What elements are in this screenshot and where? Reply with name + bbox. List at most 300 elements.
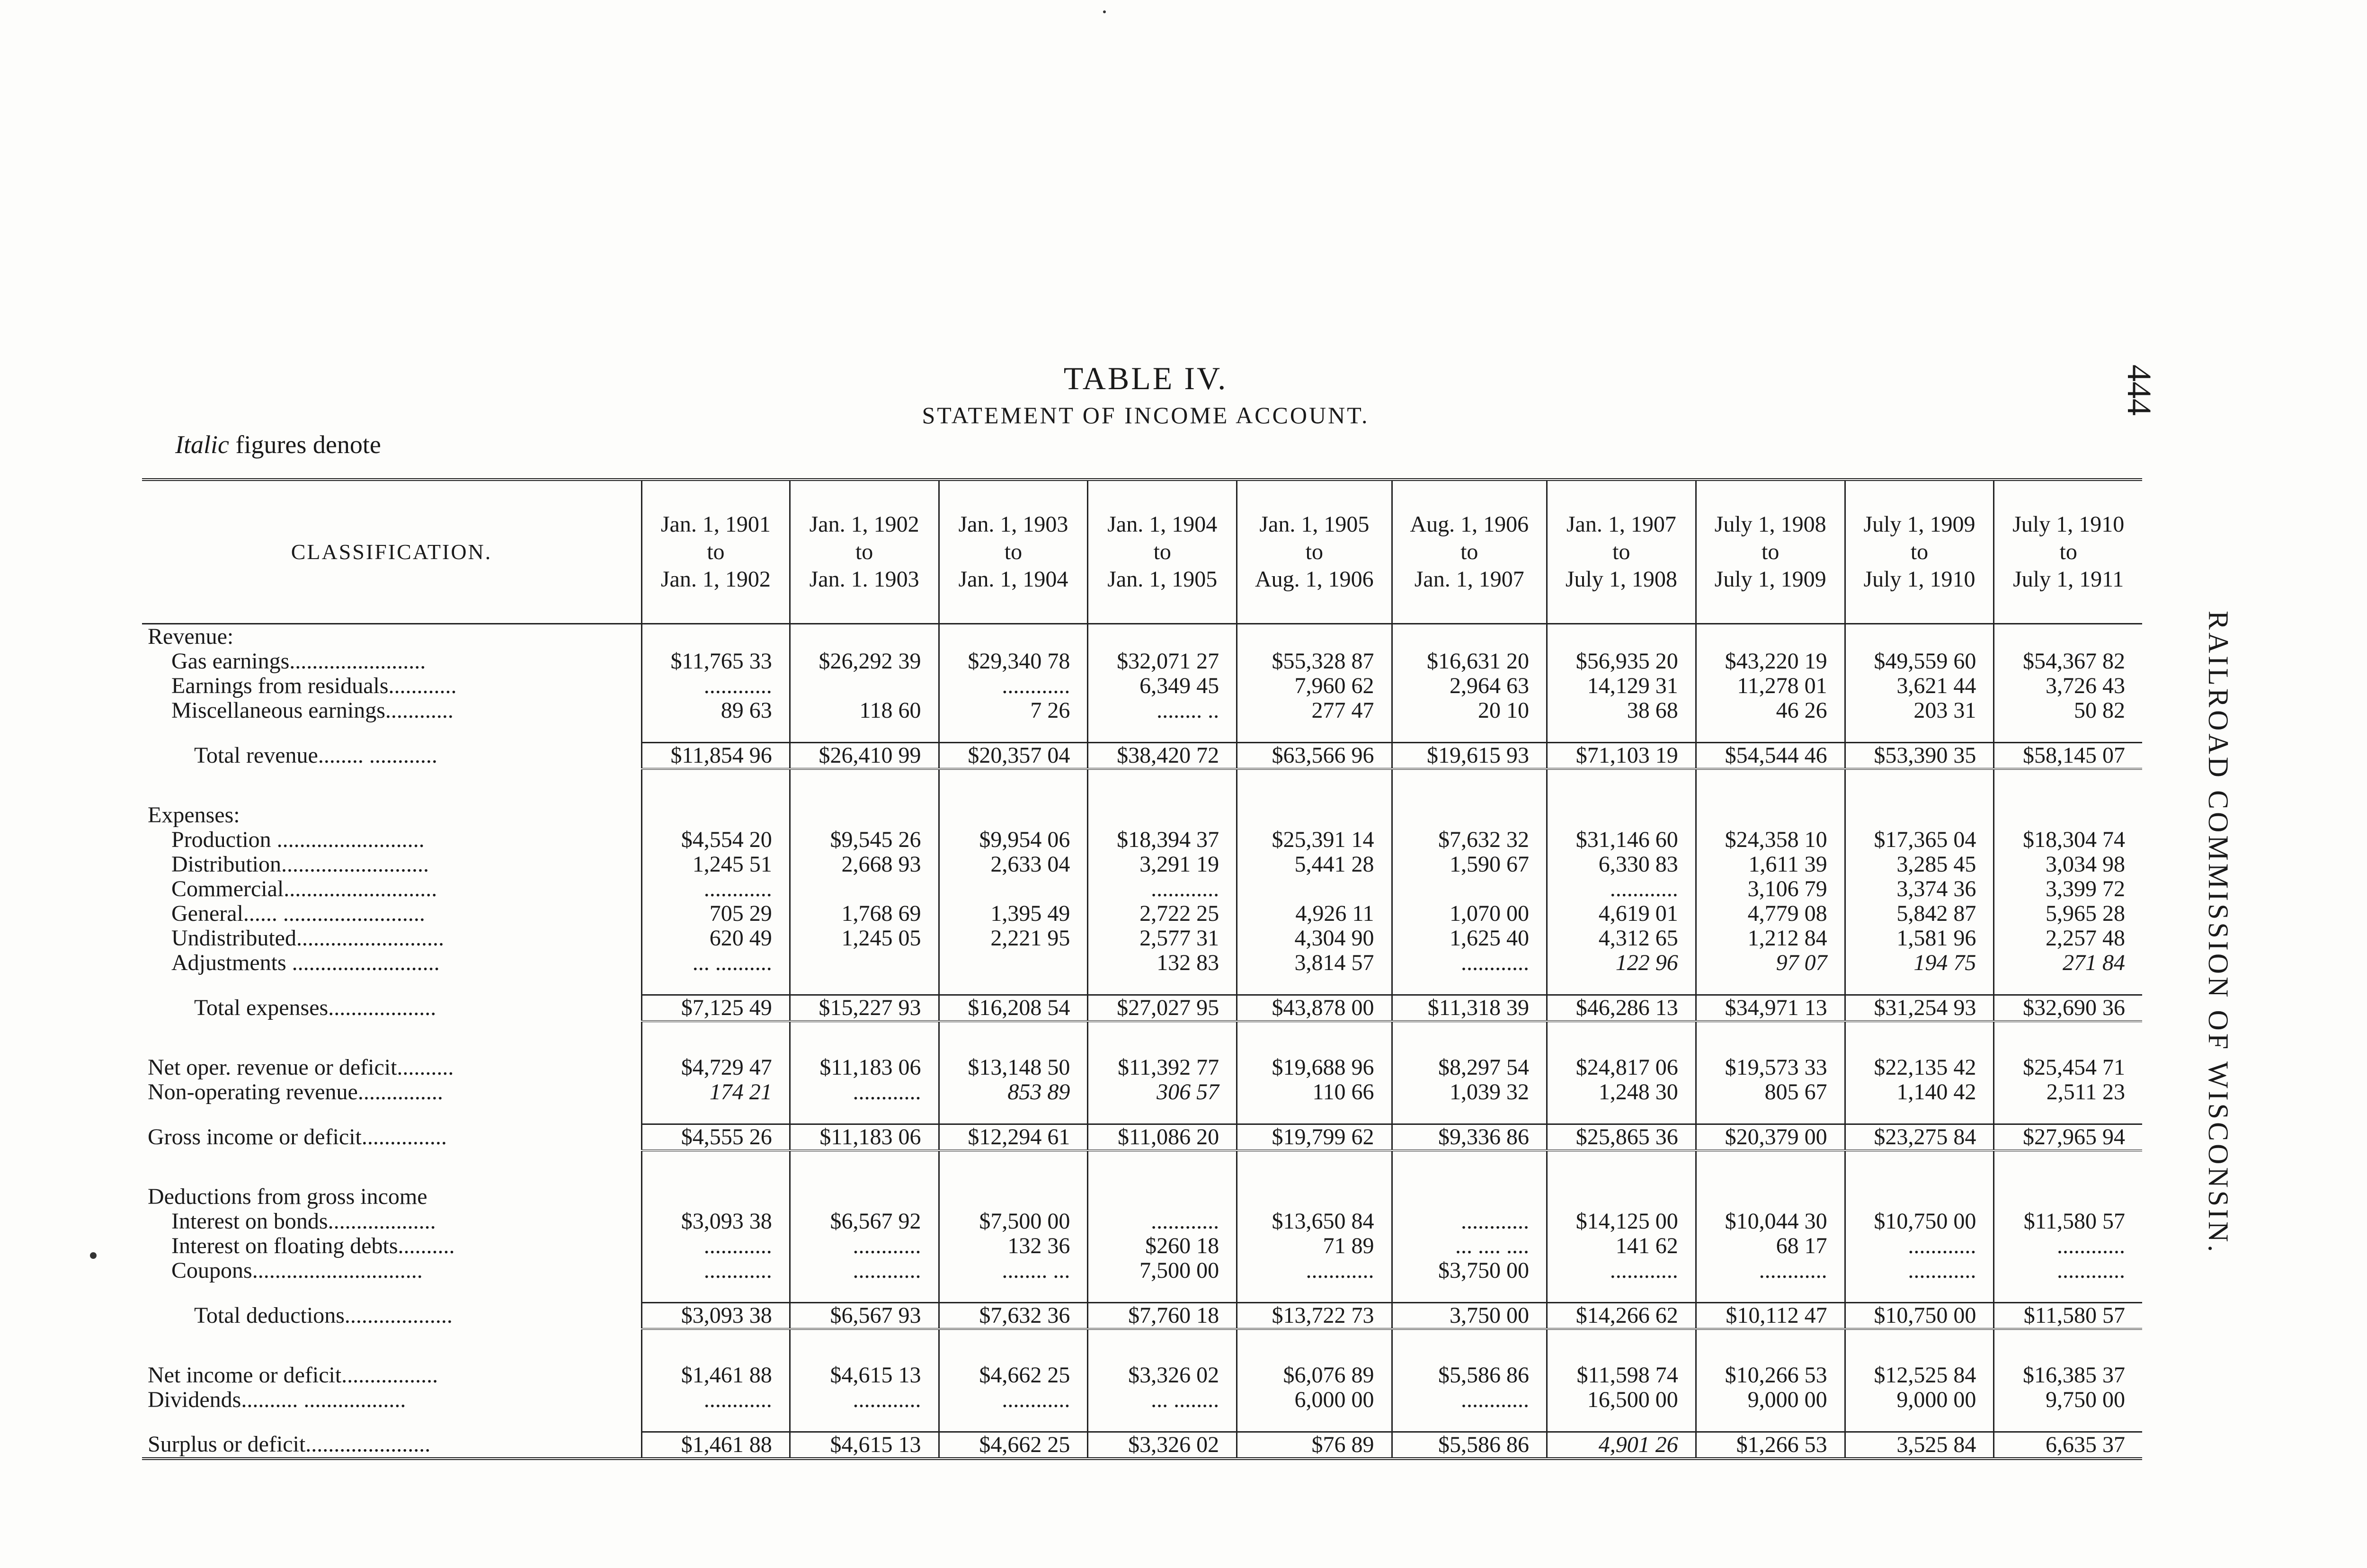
spacer-cell: [1088, 1329, 1237, 1363]
value-cell: 6,000 00: [1237, 1388, 1392, 1412]
value-cell: [939, 877, 1088, 901]
spacer-cell: [1392, 1283, 1547, 1303]
spacer-cell: [1088, 1150, 1237, 1185]
running-head: RAILROAD COMMISSION OF WISCONSIN.: [2203, 611, 2234, 1255]
value-cell: $3,750 00: [1392, 1258, 1547, 1283]
row-label: Interest on floating debts..........: [171, 1234, 455, 1258]
income-statement-table: [142, 478, 2142, 1460]
value-cell: $24,817 06: [1547, 1055, 1696, 1080]
value-cell: $9,545 26: [790, 828, 939, 852]
spacer-cell: [1994, 1412, 2142, 1432]
value-cell: 1,039 32: [1392, 1080, 1547, 1105]
value-cell: $4,554 20: [642, 828, 790, 852]
value-cell: $18,394 37: [1088, 828, 1237, 852]
total-row: [142, 1124, 2142, 1151]
spacer-cell: [939, 975, 1088, 995]
value-cell: 122 96: [1547, 951, 1696, 975]
column-header-to: Aug. 1, 1906: [1255, 567, 1374, 592]
value-cell: 5,842 87: [1845, 901, 1994, 926]
value-cell: $1,461 88: [642, 1432, 790, 1459]
value-cell: $7,632 32: [1392, 828, 1547, 852]
value-cell: $19,615 93: [1392, 743, 1547, 769]
value-cell: 2,668 93: [790, 852, 939, 877]
value-cell: 2,257 48: [1994, 926, 2142, 951]
column-header-to: Jan. 1, 1905: [1107, 567, 1218, 592]
spacer-cell: [1845, 1412, 1994, 1432]
table-title: TABLE IV.: [1063, 360, 1228, 396]
spacer-cell: [1392, 1021, 1547, 1055]
value-cell: $13,148 50: [939, 1055, 1088, 1080]
value-cell: 7,500 00: [1088, 1258, 1237, 1283]
spacer-cell: [1845, 1329, 1994, 1363]
section-heading-row: [142, 624, 2142, 650]
spacer-cell: [1237, 723, 1392, 743]
value-cell: [1547, 1185, 1696, 1209]
table-subtitle: STATEMENT OF INCOME ACCOUNT.: [922, 402, 1370, 428]
column-header-to-word: to: [855, 539, 873, 564]
row-spacer: [142, 1329, 2142, 1363]
total-row: [142, 1303, 2142, 1329]
section-heading: Revenue:: [148, 624, 234, 649]
value-cell: [642, 803, 790, 828]
value-cell: [1392, 877, 1547, 901]
value-cell: 68 17: [1696, 1234, 1845, 1258]
value-cell: 4,312 65: [1547, 926, 1696, 951]
value-cell: 9,000 00: [1696, 1388, 1845, 1412]
spacer-cell: [1696, 1105, 1845, 1124]
table-row: [142, 828, 2142, 852]
value-cell: $25,454 71: [1994, 1055, 2142, 1080]
table-row: [142, 674, 2142, 698]
spacer-cell: [1547, 1283, 1696, 1303]
spacer-cell: [1845, 1105, 1994, 1124]
column-header-period: [642, 480, 790, 624]
value-cell: $4,615 13: [790, 1363, 939, 1388]
value-cell: $16,385 37: [1994, 1363, 2142, 1388]
row-label: Total expenses...................: [194, 995, 436, 1021]
table-row: [142, 926, 2142, 951]
value-cell: [790, 951, 939, 975]
value-cell: ............: [1088, 1209, 1237, 1234]
value-cell: $19,573 33: [1696, 1055, 1845, 1080]
value-cell: $11,318 39: [1392, 995, 1547, 1022]
value-cell: $22,135 42: [1845, 1055, 1994, 1080]
table-row: [142, 901, 2142, 926]
spacer-cell: [1547, 769, 1696, 803]
value-cell: ............: [790, 1258, 939, 1283]
value-cell: 89 63: [642, 698, 790, 723]
spacer-cell: [1845, 1283, 1994, 1303]
value-cell: 1,625 40: [1392, 926, 1547, 951]
spacer-cell: [790, 1105, 939, 1124]
value-cell: 71 89: [1237, 1234, 1392, 1258]
section-heading-row: [142, 1185, 2142, 1209]
value-cell: [790, 877, 939, 901]
value-cell: 4,619 01: [1547, 901, 1696, 926]
total-row: [142, 995, 2142, 1022]
column-header-to: July 1, 1908: [1565, 567, 1677, 592]
value-cell: [939, 951, 1088, 975]
value-cell: ............: [1392, 1209, 1547, 1234]
column-header-to-word: to: [2059, 539, 2077, 564]
value-cell: $4,729 47: [642, 1055, 790, 1080]
value-cell: 50 82: [1994, 698, 2142, 723]
value-cell: $43,878 00: [1237, 995, 1392, 1022]
spacer-cell: [642, 723, 790, 743]
column-header-to-word: to: [707, 539, 725, 564]
value-cell: $19,799 62: [1237, 1124, 1392, 1151]
spacer-cell: [790, 1412, 939, 1432]
row-label: Total deductions...................: [194, 1303, 453, 1328]
value-cell: 3,814 57: [1237, 951, 1392, 975]
value-cell: 20 10: [1392, 698, 1547, 723]
value-cell: $25,865 36: [1547, 1124, 1696, 1151]
value-cell: ............: [790, 1080, 939, 1105]
value-cell: $11,183 06: [790, 1124, 939, 1151]
value-cell: 805 67: [1696, 1080, 1845, 1105]
spacer-cell: [1696, 723, 1845, 743]
spacer-cell: [1547, 1021, 1696, 1055]
value-cell: [1994, 803, 2142, 828]
value-cell: [1392, 624, 1547, 650]
value-cell: ............: [1392, 1388, 1547, 1412]
value-cell: 132 83: [1088, 951, 1237, 975]
value-cell: [1845, 624, 1994, 650]
value-cell: $12,294 61: [939, 1124, 1088, 1151]
column-header-from: Jan. 1, 1901: [660, 512, 771, 537]
value-cell: [1392, 1185, 1547, 1209]
spacer-cell: [1237, 1412, 1392, 1432]
value-cell: ............: [1994, 1234, 2142, 1258]
value-cell: [1696, 803, 1845, 828]
value-cell: ............: [939, 674, 1088, 698]
value-cell: $25,391 14: [1237, 828, 1392, 852]
value-cell: $6,567 92: [790, 1209, 939, 1234]
row-spacer: [142, 1283, 2142, 1303]
value-cell: $1,266 53: [1696, 1432, 1845, 1459]
value-cell: ............: [1237, 1258, 1392, 1283]
value-cell: [790, 624, 939, 650]
value-cell: [939, 1185, 1088, 1209]
row-spacer: [142, 723, 2142, 743]
column-header-to-word: to: [1460, 539, 1478, 564]
value-cell: $11,392 77: [1088, 1055, 1237, 1080]
value-cell: 194 75: [1845, 951, 1994, 975]
row-label: General...... .........................: [171, 901, 425, 926]
spacer-cell: [1547, 1105, 1696, 1124]
value-cell: $26,410 99: [790, 743, 939, 769]
spacer-cell: [1237, 1150, 1392, 1185]
value-cell: 9,750 00: [1994, 1388, 2142, 1412]
value-cell: ... ........: [1088, 1388, 1237, 1412]
spacer-cell: [790, 1021, 939, 1055]
value-cell: $6,567 93: [790, 1303, 939, 1329]
column-header-to: Jan. 1, 1904: [958, 567, 1068, 592]
value-cell: 3,291 19: [1088, 852, 1237, 877]
value-cell: $10,750 00: [1845, 1303, 1994, 1329]
value-cell: [939, 803, 1088, 828]
value-cell: $13,650 84: [1237, 1209, 1392, 1234]
spacer-cell: [1237, 1105, 1392, 1124]
spacer-cell: [939, 1329, 1088, 1363]
value-cell: $11,854 96: [642, 743, 790, 769]
value-cell: [642, 1185, 790, 1209]
spacer-cell: [1696, 1021, 1845, 1055]
value-cell: $10,750 00: [1845, 1209, 1994, 1234]
value-cell: 306 57: [1088, 1080, 1237, 1105]
value-cell: [1994, 1185, 2142, 1209]
column-header-period: [1088, 480, 1237, 624]
spacer-cell: [790, 723, 939, 743]
value-cell: 277 47: [1237, 698, 1392, 723]
value-cell: $18,304 74: [1994, 828, 2142, 852]
column-header-from: Jan. 1, 1903: [958, 512, 1068, 537]
value-cell: [1088, 1185, 1237, 1209]
value-cell: $20,379 00: [1696, 1124, 1845, 1151]
column-header-from: July 1, 1910: [2012, 512, 2125, 537]
column-header-from: Jan. 1, 1907: [1566, 512, 1676, 537]
value-cell: $3,093 38: [642, 1303, 790, 1329]
value-cell: 132 36: [939, 1234, 1088, 1258]
value-cell: ........ ...: [939, 1258, 1088, 1283]
value-cell: 1,070 00: [1392, 901, 1547, 926]
value-cell: 110 66: [1237, 1080, 1392, 1105]
value-cell: 1,581 96: [1845, 926, 1994, 951]
value-cell: $11,580 57: [1994, 1303, 2142, 1329]
value-cell: $58,145 07: [1994, 743, 2142, 769]
value-cell: 1,245 51: [642, 852, 790, 877]
spacer-cell: [1088, 1412, 1237, 1432]
value-cell: $7,760 18: [1088, 1303, 1237, 1329]
value-cell: $13,722 73: [1237, 1303, 1392, 1329]
spacer-cell: [1994, 1283, 2142, 1303]
table-row: [142, 1363, 2142, 1388]
value-cell: $32,071 27: [1088, 649, 1237, 674]
spacer-cell: [939, 723, 1088, 743]
value-cell: [1547, 803, 1696, 828]
spacer-cell: [1845, 1021, 1994, 1055]
spacer-cell: [1547, 1412, 1696, 1432]
value-cell: $4,662 25: [939, 1432, 1088, 1459]
row-label: Earnings from residuals............: [171, 674, 457, 698]
spacer-cell: [1237, 1021, 1392, 1055]
row-label: Gas earnings........................: [171, 649, 426, 674]
value-cell: $43,220 19: [1696, 649, 1845, 674]
value-cell: ............: [642, 1258, 790, 1283]
value-cell: 3,525 84: [1845, 1432, 1994, 1459]
spacer-cell: [1994, 1150, 2142, 1185]
value-cell: [939, 624, 1088, 650]
value-cell: 2,722 25: [1088, 901, 1237, 926]
value-cell: [790, 803, 939, 828]
value-cell: $63,566 96: [1237, 743, 1392, 769]
value-cell: 705 29: [642, 901, 790, 926]
row-label: Production ..........................: [171, 828, 425, 852]
spacer-cell: [1547, 1329, 1696, 1363]
value-cell: ............: [1547, 1258, 1696, 1283]
value-cell: $11,598 74: [1547, 1363, 1696, 1388]
value-cell: $23,275 84: [1845, 1124, 1994, 1151]
column-header-to-word: to: [1153, 539, 1171, 564]
value-cell: $31,254 93: [1845, 995, 1994, 1022]
value-cell: $11,183 06: [790, 1055, 939, 1080]
value-cell: [1547, 624, 1696, 650]
value-cell: $32,690 36: [1994, 995, 2142, 1022]
value-cell: 11,278 01: [1696, 674, 1845, 698]
spacer-cell: [1088, 769, 1237, 803]
value-cell: $16,208 54: [939, 995, 1088, 1022]
spacer-cell: [939, 769, 1088, 803]
total-row: [142, 1432, 2142, 1459]
value-cell: 118 60: [790, 698, 939, 723]
value-cell: [1696, 624, 1845, 650]
spacer-cell: [1696, 1150, 1845, 1185]
value-cell: [1088, 803, 1237, 828]
value-cell: [1696, 1185, 1845, 1209]
value-cell: $53,390 35: [1845, 743, 1994, 769]
value-cell: $14,266 62: [1547, 1303, 1696, 1329]
section-heading: Deductions from gross income: [148, 1185, 427, 1209]
value-cell: 3,726 43: [1994, 674, 2142, 698]
column-header-period: [1547, 480, 1696, 624]
italic-note-keyword: Italic: [175, 430, 229, 459]
value-cell: ............: [642, 674, 790, 698]
spacer-cell: [642, 1150, 790, 1185]
spacer-cell: [142, 975, 642, 995]
value-cell: ............: [790, 1388, 939, 1412]
row-label: Coupons..............................: [171, 1258, 423, 1283]
value-cell: $55,328 87: [1237, 649, 1392, 674]
row-label: Interest on bonds...................: [171, 1209, 436, 1234]
value-cell: $14,125 00: [1547, 1209, 1696, 1234]
value-cell: $7,500 00: [939, 1209, 1088, 1234]
spacer-cell: [642, 1329, 790, 1363]
row-label: Distribution..........................: [171, 852, 429, 877]
value-cell: 853 89: [939, 1080, 1088, 1105]
value-cell: ............: [939, 1388, 1088, 1412]
scan-speck: [90, 1252, 97, 1259]
column-header-period: [1696, 480, 1845, 624]
spacer-cell: [1237, 975, 1392, 995]
value-cell: 97 07: [1696, 951, 1845, 975]
row-spacer: [142, 1105, 2142, 1124]
spacer-cell: [142, 1412, 642, 1432]
column-header-to-word: to: [1305, 539, 1324, 564]
row-label: Surplus or deficit......................: [148, 1432, 431, 1457]
spacer-cell: [1696, 1329, 1845, 1363]
spacer-cell: [642, 1283, 790, 1303]
value-cell: $3,326 02: [1088, 1363, 1237, 1388]
column-header-period: [790, 480, 939, 624]
spacer-cell: [1088, 1105, 1237, 1124]
section-heading-row: [142, 803, 2142, 828]
spacer-cell: [1994, 723, 2142, 743]
value-cell: $31,146 60: [1547, 828, 1696, 852]
spacer-cell: [142, 1329, 642, 1363]
value-cell: ............: [790, 1234, 939, 1258]
spacer-cell: [1994, 769, 2142, 803]
value-cell: [1237, 877, 1392, 901]
spacer-cell: [642, 1021, 790, 1055]
row-label: Undistributed..........................: [171, 926, 444, 951]
value-cell: 1,611 39: [1696, 852, 1845, 877]
column-header-from: Jan. 1, 1905: [1259, 512, 1370, 537]
row-label: Total revenue........ ............: [194, 743, 437, 768]
spacer-cell: [1392, 1329, 1547, 1363]
row-label: Net oper. revenue or deficit..........: [148, 1055, 454, 1080]
spacer-cell: [1088, 723, 1237, 743]
value-cell: ............: [1547, 877, 1696, 901]
value-cell: [1237, 1185, 1392, 1209]
value-cell: 3,285 45: [1845, 852, 1994, 877]
spacer-cell: [142, 1150, 642, 1185]
spacer-cell: [790, 1150, 939, 1185]
table-row: [142, 698, 2142, 723]
value-cell: 46 26: [1696, 698, 1845, 723]
column-header-to: Jan. 1, 1902: [660, 567, 771, 592]
spacer-cell: [1547, 975, 1696, 995]
value-cell: [1845, 1185, 1994, 1209]
value-cell: 16,500 00: [1547, 1388, 1696, 1412]
column-header-period: [1237, 480, 1392, 624]
value-cell: 4,304 90: [1237, 926, 1392, 951]
value-cell: ............: [1845, 1258, 1994, 1283]
column-header-from: Jan. 1, 1902: [809, 512, 919, 537]
value-cell: $24,358 10: [1696, 828, 1845, 852]
spacer-cell: [1547, 723, 1696, 743]
spacer-cell: [642, 975, 790, 995]
value-cell: 3,106 79: [1696, 877, 1845, 901]
value-cell: 1,248 30: [1547, 1080, 1696, 1105]
value-cell: $3,093 38: [642, 1209, 790, 1234]
spacer-cell: [1088, 975, 1237, 995]
row-spacer: [142, 1021, 2142, 1055]
spacer-cell: [142, 1283, 642, 1303]
value-cell: $56,935 20: [1547, 649, 1696, 674]
value-cell: ............: [1088, 877, 1237, 901]
value-cell: 2,577 31: [1088, 926, 1237, 951]
italic-note-text: figures denote: [229, 430, 381, 459]
value-cell: [1237, 803, 1392, 828]
scan-speck: [1103, 10, 1106, 13]
value-cell: 6,635 37: [1994, 1432, 2142, 1459]
column-header-to: July 1, 1910: [1863, 567, 1975, 592]
spacer-cell: [642, 1412, 790, 1432]
column-header-from: July 1, 1908: [1714, 512, 1826, 537]
value-cell: $6,076 89: [1237, 1363, 1392, 1388]
value-cell: 6,330 83: [1547, 852, 1696, 877]
spacer-cell: [939, 1150, 1088, 1185]
value-cell: ............: [1994, 1258, 2142, 1283]
value-cell: 1,140 42: [1845, 1080, 1994, 1105]
spacer-cell: [1696, 769, 1845, 803]
value-cell: $29,340 78: [939, 649, 1088, 674]
table-row: [142, 1209, 2142, 1234]
row-label: Adjustments ..........................: [171, 951, 440, 975]
value-cell: $11,086 20: [1088, 1124, 1237, 1151]
spacer-cell: [142, 1021, 642, 1055]
value-cell: [790, 1185, 939, 1209]
spacer-cell: [642, 769, 790, 803]
value-cell: $3,326 02: [1088, 1432, 1237, 1459]
spacer-cell: [1392, 975, 1547, 995]
spacer-cell: [1088, 1021, 1237, 1055]
spacer-cell: [1237, 1283, 1392, 1303]
spacer-cell: [1994, 1021, 2142, 1055]
value-cell: $10,266 53: [1696, 1363, 1845, 1388]
table-row: [142, 1055, 2142, 1080]
value-cell: 4,779 08: [1696, 901, 1845, 926]
